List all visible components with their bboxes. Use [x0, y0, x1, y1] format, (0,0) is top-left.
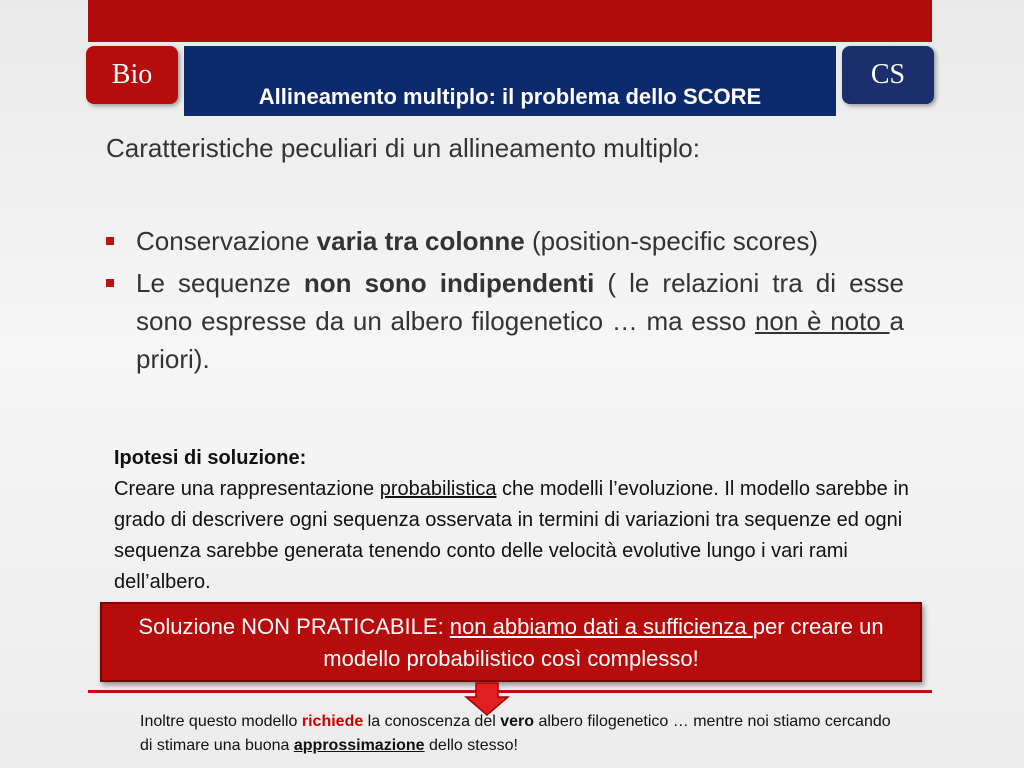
- hypothesis-text: Creare una rappresentazione: [114, 478, 380, 500]
- red-square-bullet-icon: [106, 237, 114, 245]
- slide-title-box: [184, 46, 836, 116]
- bullet-text: ( le relazioni tra di esse sono espresse da un albero filogenetico … ma esso: [136, 268, 904, 336]
- bullet-bold-text: non sono indipendenti: [303, 268, 595, 298]
- bullet-bold-text: varia tra colonne: [316, 226, 525, 256]
- note-bold-underlined-text: approssimazione: [293, 737, 425, 754]
- bullet-text: Conservazione: [136, 226, 317, 256]
- solution-underlined-text: non abbiamo dati a sufficienza: [449, 614, 753, 639]
- note-bold-text: vero: [500, 713, 535, 730]
- intro-text: Caratteristiche peculiari di un allineamento multiplo:: [106, 133, 700, 163]
- bio-badge: Bio: [86, 46, 178, 104]
- red-square-bullet-icon: [106, 279, 114, 287]
- solution-text: Soluzione NON PRATICABILE:: [138, 614, 450, 639]
- hypothesis-block: [114, 443, 914, 598]
- bullet-text: a priori).: [136, 306, 904, 374]
- hypothesis-text: che modelli l’evoluzione. Il modello sarebbe in grado di descrivere ogni sequenza osservata in termini di variazioni tra sequenze ed ogni sequenza sarebbe generata tenendo conto delle velocità evolutive lungo i vari rami dell’albero.: [114, 478, 909, 593]
- bullet-item-conservation: [106, 222, 904, 260]
- hypothesis-underlined-text: probabilistica: [379, 478, 497, 500]
- bullet-text: Le sequenze: [136, 268, 304, 298]
- bullet-underlined-text: non è noto: [754, 306, 890, 336]
- bullet-item-sequences: [106, 264, 904, 378]
- divider-line: [88, 690, 932, 693]
- solution-text: per creare un modello probabilistico così complesso!: [323, 614, 884, 671]
- note-text: la conoscenza del: [363, 713, 501, 730]
- note-red-text: richiede: [301, 713, 364, 730]
- note-text: dello stesso!: [424, 737, 518, 754]
- hypothesis-body: [114, 474, 914, 598]
- solution-callout: [100, 602, 922, 682]
- slide-title: Allineamento multiplo: il problema dello SCORE: [258, 84, 762, 109]
- bottom-note: [140, 710, 900, 758]
- cs-badge: CS: [842, 46, 934, 104]
- bullet-text: (position-specific scores): [524, 226, 819, 256]
- bullet-list: [106, 222, 904, 382]
- top-red-bar: [88, 0, 932, 42]
- note-text: albero filogenetico … mentre noi stiamo cercando di stimare una buona: [140, 713, 891, 754]
- hypothesis-title: Ipotesi di soluzione:: [114, 447, 307, 469]
- note-text: Inoltre questo modello: [140, 713, 302, 730]
